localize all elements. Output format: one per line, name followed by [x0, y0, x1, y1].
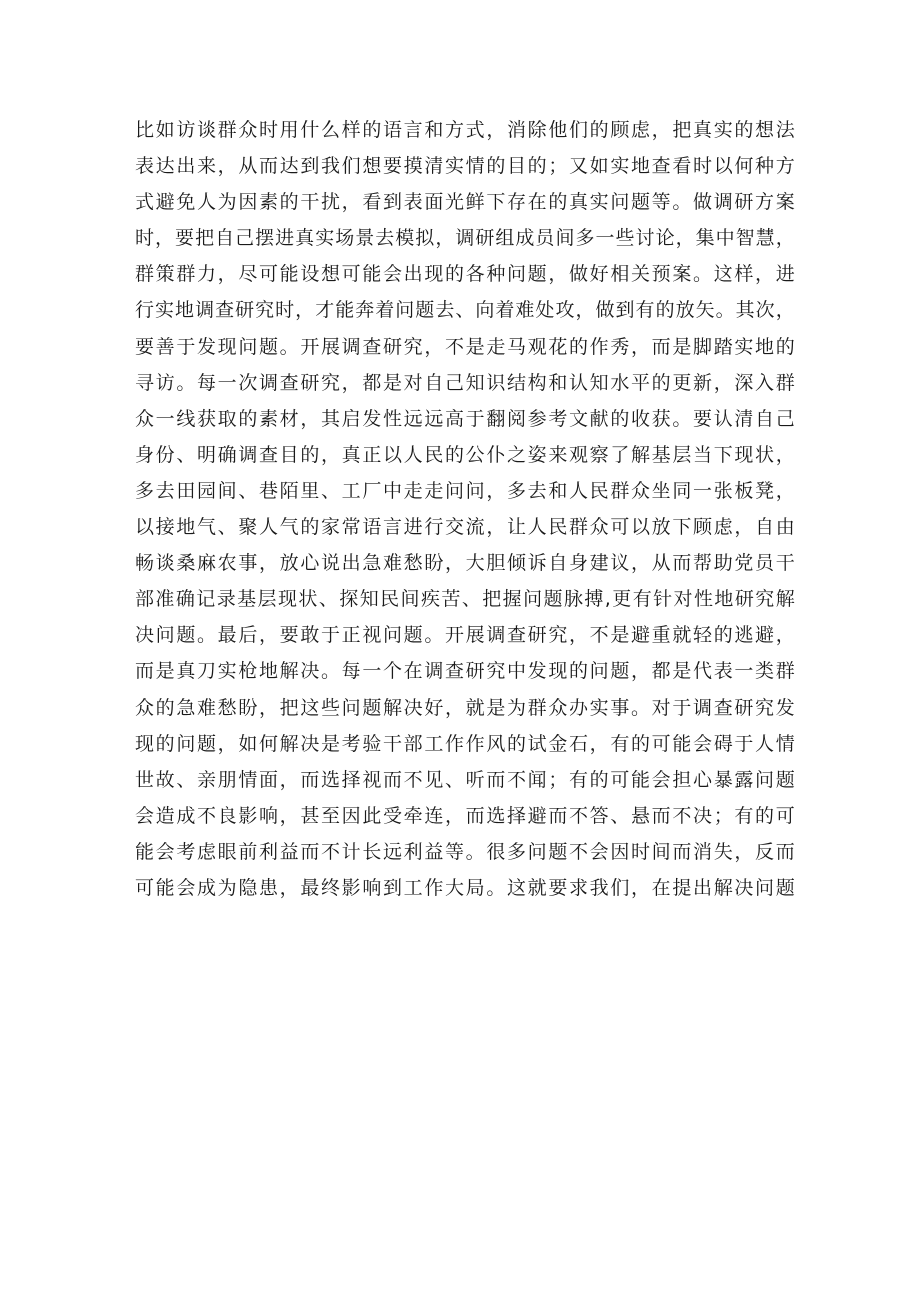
- text-line: 比如访谈群众时用什么样的语言和方式，消除他们的顾虑，把真实的想法: [135, 119, 795, 141]
- text-line: 要善于发现问题。开展调查研究，不是走马观花的作秀，而是脚踏实地的: [135, 335, 795, 358]
- text-line: 多去田园间、巷陌里、工厂中走走问问，多去和人民群众坐同一张板凳，: [135, 479, 795, 502]
- text-line: 畅谈桑麻农事，放心说出急难愁盼，大胆倾诉自身建议，从而帮助党员干: [135, 552, 795, 575]
- text-line: 能会考虑眼前利益而不计长远利益等。很多问题不会因时间而消失，反而: [135, 840, 795, 863]
- text-line: 众一线获取的素材，其启发性远远高于翻阅参考文献的收获。要认清自己: [135, 407, 795, 430]
- text-line: 可能会成为隐患，最终影响到工作大局。这就要求我们，在提出解决问题: [135, 876, 795, 899]
- text-line: 会造成不良影响，甚至因此受牵连，而选择避而不答、悬而不决；有的可: [135, 804, 795, 827]
- text-line: 群策群力，尽可能设想可能会出现的各种问题，做好相关预案。这样，进: [135, 263, 795, 286]
- text-line: 众的急难愁盼，把这些问题解决好，就是为群众办实事。对于调查研究发: [135, 696, 795, 719]
- text-line: 世故、亲朋情面，而选择视而不见、听而不闻；有的可能会担心暴露问题: [135, 768, 795, 791]
- text-line: 身份、明确调查目的，真正以人民的公仆之姿来观察了解基层当下现状，: [135, 443, 795, 466]
- text-line: 决问题。最后，要敢于正视问题。开展调查研究，不是避重就轻的逃避，: [135, 624, 795, 647]
- body-paragraph: [135, 112, 795, 906]
- text-line: 寻访。每一次调查研究，都是对自己知识结构和认知水平的更新，深入群: [135, 371, 795, 394]
- text-line: 以接地气、聚人气的家常语言进行交流，让人民群众可以放下顾虑，自由: [135, 516, 795, 539]
- text-line: 部准确记录基层现状、探知民间疾苦、把握问题脉搏,更有针对性地研究解: [135, 588, 795, 611]
- text-line: 而是真刀实枪地解决。每一个在调查研究中发现的问题，都是代表一类群: [135, 660, 795, 683]
- text-line: 式避免人为因素的干扰，看到表面光鲜下存在的真实问题等。做调研方案: [135, 191, 795, 214]
- text-line: 行实地调查研究时，才能奔着问题去、向着难处攻，做到有的放矢。其次，: [135, 299, 795, 322]
- text-line: 现的问题，如何解决是考验干部工作作风的试金石，有的可能会碍于人情: [135, 732, 795, 755]
- text-line: 表达出来，从而达到我们想要摸清实情的目的；又如实地查看时以何种方: [135, 155, 795, 178]
- text-line: 时，要把自己摆进真实场景去模拟，调研组成员间多一些讨论，集中智慧，: [135, 227, 795, 250]
